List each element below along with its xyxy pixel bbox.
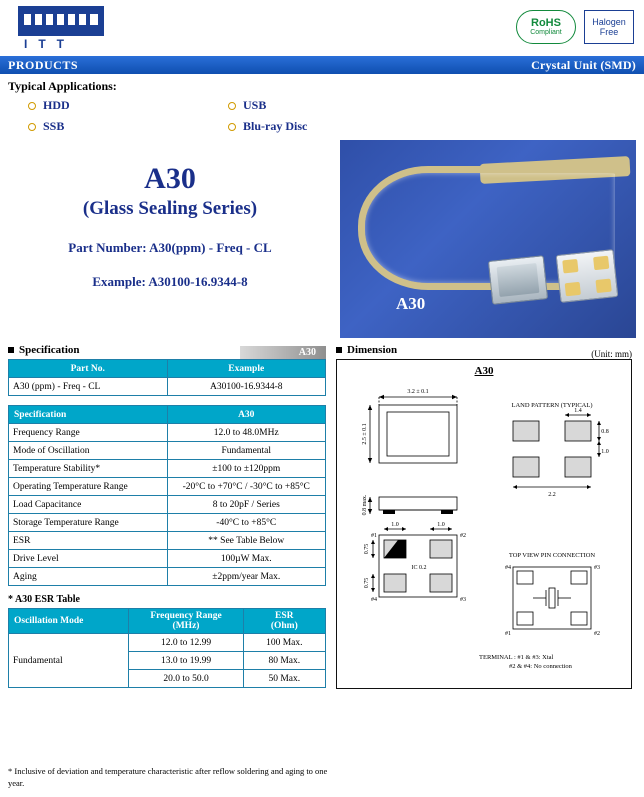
table-header-row <box>9 406 326 424</box>
esr-table <box>8 608 326 688</box>
terminal-note-line2: #2 & #4: No connection <box>509 663 572 671</box>
titlebar-right-label: Crystal Unit (SMD) <box>531 57 636 72</box>
table-row <box>9 478 326 496</box>
cell-esr: 100 Max. <box>243 634 325 652</box>
bullet-icon <box>28 123 36 131</box>
svg-text:#1: #1 <box>371 533 377 539</box>
col-frequency-range-line2: (MHz) <box>172 621 200 631</box>
svg-text:IC 0.2: IC 0.2 <box>411 565 427 571</box>
product-subtitle: (Glass Sealing Series) <box>82 198 258 219</box>
dimension-header-row <box>336 344 632 359</box>
dimension-column <box>336 344 632 689</box>
spec-name: ESR <box>9 532 168 550</box>
spec-name: Mode of Oscillation <box>9 442 168 460</box>
application-label: SSB <box>43 119 65 133</box>
rohs-badge <box>516 10 576 44</box>
spec-name: Aging <box>9 568 168 586</box>
photo-pad <box>593 256 609 270</box>
cell-oscillation-mode: Fundamental <box>9 634 129 688</box>
table-row <box>9 514 326 532</box>
dimension-heading-label: Dimension <box>347 344 398 356</box>
svg-text:2.5 ± 0.1: 2.5 ± 0.1 <box>362 423 368 445</box>
table-row <box>9 496 326 514</box>
company-logo <box>18 6 104 52</box>
application-label: USB <box>243 98 267 112</box>
spec-value: Fundamental <box>167 442 326 460</box>
svg-text:#3: #3 <box>460 597 466 603</box>
content-columns <box>0 344 644 689</box>
svg-text:1.4: 1.4 <box>574 408 582 414</box>
photo-pad <box>562 259 578 273</box>
spec-value: -20°C to +70°C / -30°C to +85°C <box>167 478 326 496</box>
application-item <box>228 98 636 113</box>
col-a30: A30 <box>167 406 326 424</box>
svg-text:#4: #4 <box>371 597 377 603</box>
applications-grid <box>8 98 636 134</box>
application-item <box>28 98 228 113</box>
dimension-drawing-title: A30 <box>474 365 494 377</box>
terminal-note-line1: TERMINAL : #1 & #3: Xtal <box>479 654 554 662</box>
part-number-table <box>8 359 326 396</box>
svg-text:0.75: 0.75 <box>364 543 370 555</box>
bullet-icon <box>228 123 236 131</box>
photo-crystal-lid <box>497 263 540 297</box>
typical-applications-section <box>0 74 644 134</box>
svg-text:TOP VIEW PIN CONNECTION: TOP VIEW PIN CONNECTION <box>508 552 596 559</box>
photo-crystal-underside <box>556 249 619 303</box>
square-bullet-icon <box>8 347 14 353</box>
col-example: Example <box>167 360 326 378</box>
specification-column <box>8 344 326 689</box>
svg-text:3.2 ± 0.1: 3.2 ± 0.1 <box>407 389 429 395</box>
col-part-no: Part No. <box>9 360 168 378</box>
spec-name: Operating Temperature Range <box>9 478 168 496</box>
page-footnote: * Inclusive of deviation and temperature characteristic after reflow soldering and aging to one year. <box>8 766 328 788</box>
halogen-free-badge <box>584 10 634 44</box>
cell-esr: 80 Max. <box>243 652 325 670</box>
dimension-heading <box>336 344 397 356</box>
rohs-badge-title: RoHS <box>531 16 561 29</box>
photo-crystal-package <box>488 255 548 305</box>
bullet-icon <box>28 102 36 110</box>
svg-text:0.8: 0.8 <box>601 429 609 435</box>
svg-text:1.0: 1.0 <box>437 522 445 528</box>
col-esr <box>243 609 325 634</box>
cell-esr: 50 Max. <box>243 670 325 688</box>
spec-value: 8 to 20pF / Series <box>167 496 326 514</box>
photo-pad <box>595 279 611 293</box>
logo-letters: ITT <box>24 37 75 51</box>
cell-part-no: A30 (ppm) - Freq - CL <box>9 378 168 396</box>
cell-example: A30100-16.9344-8 <box>167 378 326 396</box>
product-photo <box>340 140 636 338</box>
terminal-note <box>479 654 572 672</box>
table-row <box>9 442 326 460</box>
table-row <box>9 568 326 586</box>
svg-text:#2: #2 <box>460 533 466 539</box>
bullet-icon <box>228 102 236 110</box>
svg-text:1.0: 1.0 <box>601 449 609 455</box>
table-row <box>9 634 326 652</box>
spec-value: 100µW Max. <box>167 550 326 568</box>
spec-value: -40°C to +85°C <box>167 514 326 532</box>
spec-name: Load Capacitance <box>9 496 168 514</box>
svg-text:1.0: 1.0 <box>391 522 399 528</box>
application-label: HDD <box>43 98 70 112</box>
svg-text:2.2: 2.2 <box>548 492 556 498</box>
spec-name: Frequency Range <box>9 424 168 442</box>
esr-table-note: * A30 ESR Table <box>8 594 80 605</box>
specification-heading <box>8 344 80 356</box>
page-header <box>0 0 644 56</box>
applications-heading: Typical Applications: <box>8 79 117 93</box>
logo-teeth-icon <box>24 11 98 31</box>
svg-text:#1: #1 <box>505 631 511 637</box>
spec-value: 12.0 to 48.0MHz <box>167 424 326 442</box>
specification-header-row <box>8 344 326 359</box>
photo-caption: A30 <box>396 294 426 313</box>
col-esr-line1: ESR <box>275 611 294 621</box>
svg-text:LAND PATTERN (TYPICAL): LAND PATTERN (TYPICAL) <box>511 402 593 409</box>
table-spacer <box>8 396 326 405</box>
specification-model-tag: A30 <box>240 346 326 359</box>
cell-frequency-range: 13.0 to 19.99 <box>129 652 243 670</box>
products-title-bar <box>0 56 644 74</box>
table-row <box>9 378 326 396</box>
halogen-badge-line1: Halogen <box>592 16 626 27</box>
dimension-drawing <box>337 377 631 682</box>
table-row <box>9 550 326 568</box>
col-specification: Specification <box>9 406 168 424</box>
square-bullet-icon <box>336 347 342 353</box>
table-row <box>9 424 326 442</box>
hero-section <box>0 134 644 344</box>
table-header-row <box>9 360 326 378</box>
application-item <box>228 119 636 134</box>
spec-name: Temperature Stability* <box>9 460 168 478</box>
trademark-symbol: ™ <box>98 6 104 12</box>
halogen-badge-line2: Free <box>599 27 619 37</box>
col-esr-line2: (Ohm) <box>270 621 298 631</box>
table-row <box>9 460 326 478</box>
spec-name: Drive Level <box>9 550 168 568</box>
col-frequency-range-line1: Frequency Range <box>150 611 222 621</box>
photo-pad <box>565 282 581 296</box>
svg-text:#3: #3 <box>594 565 600 571</box>
svg-text:0.75: 0.75 <box>364 577 370 589</box>
spec-value: ±2ppm/year Max. <box>167 568 326 586</box>
table-header-row <box>9 609 326 634</box>
specification-heading-label: Specification <box>19 344 80 356</box>
col-frequency-range <box>129 609 243 634</box>
spec-name: Storage Temperature Range <box>9 514 168 532</box>
application-label: Blu-ray Disc <box>243 119 308 133</box>
specification-table <box>8 405 326 586</box>
dimension-drawing-box <box>336 359 632 689</box>
table-row <box>9 532 326 550</box>
cell-frequency-range: 12.0 to 12.99 <box>129 634 243 652</box>
product-title: A30 <box>144 162 196 195</box>
svg-text:#2: #2 <box>594 631 600 637</box>
application-item <box>28 119 228 134</box>
svg-text:0.8 max.: 0.8 max. <box>362 494 368 516</box>
part-number-example: Example: A30100-16.9344-8 <box>92 274 248 289</box>
rohs-badge-subtitle: Compliant <box>530 29 562 37</box>
compliance-badges <box>516 10 634 44</box>
cell-frequency-range: 20.0 to 50.0 <box>129 670 243 688</box>
spec-value: ±100 to ±120ppm <box>167 460 326 478</box>
titlebar-left-label: PRODUCTS <box>8 57 79 72</box>
part-number-format: Part Number: A30(ppm) - Freq - CL <box>68 240 272 255</box>
svg-text:#4: #4 <box>505 565 511 571</box>
spec-value: ** See Table Below <box>167 532 326 550</box>
hero-text-block <box>0 162 340 290</box>
col-oscillation-mode: Oscillation Mode <box>9 609 129 634</box>
unit-note: (Unit: mm) <box>591 349 632 359</box>
logo-mark <box>18 6 104 36</box>
